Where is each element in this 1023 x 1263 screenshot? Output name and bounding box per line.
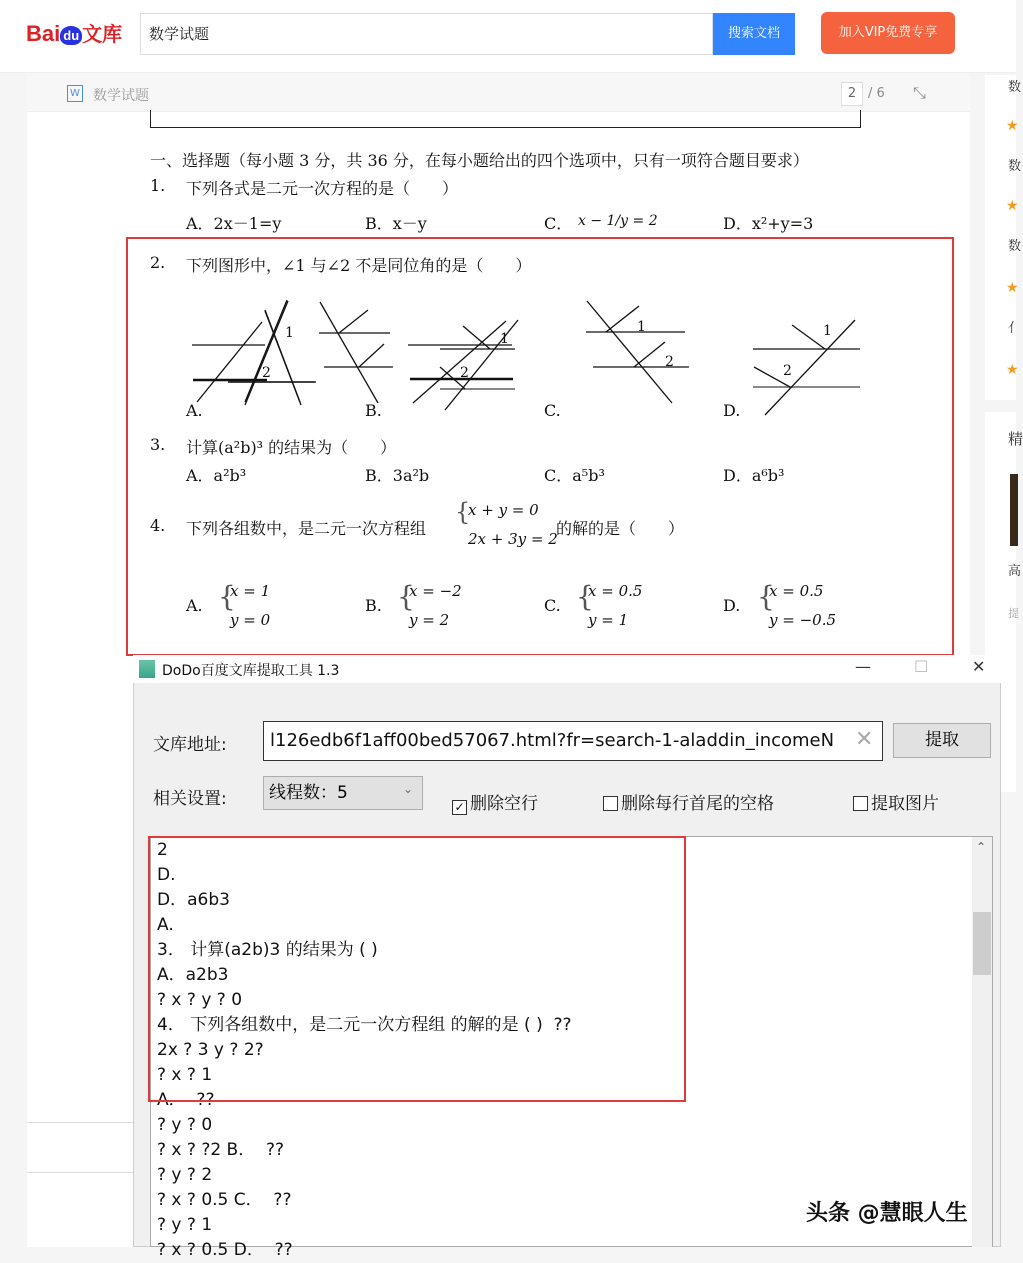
scroll-up-icon[interactable]: ⌃: [976, 840, 987, 854]
output-line: D.: [157, 865, 176, 885]
angle-2-label-a: 2: [262, 365, 271, 381]
q4-b-x: x = −2: [409, 582, 462, 600]
sidebar-item[interactable]: 亻: [1008, 321, 1022, 336]
window-title: DoDo百度文库提取工具 1.3: [162, 663, 340, 679]
divider: [27, 1122, 133, 1123]
q4-option-d: D.: [723, 596, 741, 615]
word-file-icon: W: [67, 85, 83, 102]
q4-c-x: x = 0.5: [588, 582, 643, 600]
fullscreen-icon[interactable]: ⤡: [913, 83, 926, 102]
sidebar-meta: 提: [1008, 607, 1019, 620]
output-line: 2x ? 3 y ? 2?: [157, 1040, 264, 1060]
sidebar-item[interactable]: 数: [1008, 159, 1022, 174]
document-toolbar: [27, 75, 970, 112]
highlight-box-document: [126, 237, 954, 656]
output-line: A．a2b3: [157, 965, 229, 985]
maximize-button[interactable]: ☐: [914, 657, 929, 676]
q3-text: 计算(a²b)³ 的结果为（ ）: [186, 438, 397, 457]
q3-option-d: D．a⁶b³: [723, 466, 785, 485]
extract-images-checkbox[interactable]: [853, 789, 939, 814]
url-label: 文库地址:: [153, 735, 227, 755]
checkbox-icon: [853, 796, 868, 811]
app-icon: [139, 660, 155, 678]
scrollbar[interactable]: [972, 837, 992, 1247]
output-line: ? y ? 1: [157, 1215, 213, 1235]
angle-2-label-d: 2: [783, 363, 792, 379]
q3-option-c: C．a⁵b³: [544, 466, 605, 485]
header-box-border: [150, 110, 861, 128]
thumbnail[interactable]: [1010, 474, 1018, 546]
url-input[interactable]: l126edb6f1aff00bed57067.html?fr=search-1-aladdin_incomeN: [263, 721, 883, 761]
angle-1-label-a: 1: [285, 325, 294, 341]
q3-option-b: B．3a²b: [365, 466, 430, 485]
watermark: 头条 @慧眼人生: [806, 1201, 968, 1226]
star-icon: ★: [1006, 198, 1019, 214]
q3-number: 3.: [150, 435, 166, 454]
checkbox-label: 提取图片: [871, 794, 939, 814]
q4-text2: 的解的是（ ）: [556, 519, 685, 538]
q1-number: 1.: [150, 176, 166, 195]
q2-option-d: D.: [723, 401, 741, 420]
star-icon: ★: [1006, 118, 1019, 134]
q4-a-y: y = 0: [230, 611, 271, 629]
search-input[interactable]: 数学试题: [140, 13, 713, 55]
q4-option-a: A.: [186, 596, 203, 615]
star-icon: ★: [1006, 280, 1019, 296]
sidebar-item[interactable]: 高: [1008, 564, 1022, 579]
output-line: 3． 计算(a2b)3 的结果为 ( ): [157, 940, 378, 960]
output-line: A． ??: [157, 1090, 215, 1110]
output-line: D．a6b3: [157, 890, 230, 910]
q2-text: 下列图形中，∠1 与∠2 不是同位角的是（ ）: [186, 256, 532, 275]
output-line: ? y ? 0: [157, 1115, 213, 1135]
scrollbar-thumb[interactable]: [973, 912, 991, 975]
q4-eq1: x + y = 0: [468, 501, 539, 519]
page-number-input[interactable]: 2: [841, 82, 863, 106]
output-line: ? x ? ?2 B． ??: [157, 1140, 285, 1160]
thread-count-select[interactable]: 线程数：5: [263, 776, 423, 810]
q1-option-c-expr: x − 1/y = 2: [578, 213, 658, 229]
q4-d-y: y = −0.5: [769, 611, 837, 629]
q1-option-a: A．2x－1=y: [186, 214, 282, 233]
sidebar-heading: 精: [1008, 430, 1023, 448]
q4-c-y: y = 1: [588, 611, 629, 629]
output-line: ? x ? y ? 0: [157, 990, 243, 1010]
page-total: / 6: [868, 86, 885, 101]
angle-2-label-c: 2: [665, 354, 674, 370]
q2-option-a: A.: [186, 401, 203, 420]
q4-a-x: x = 1: [230, 582, 271, 600]
output-line: A.: [157, 915, 174, 935]
remove-blank-lines-checkbox[interactable]: [452, 789, 538, 815]
trim-spaces-checkbox[interactable]: [603, 789, 774, 814]
clear-icon[interactable]: ✕: [855, 727, 874, 752]
section-heading: 一、选择题（每小题 3 分，共 36 分，在每小题给出的四个选项中，只有一项符合题目要求）: [150, 151, 809, 170]
q1-option-d: D．x²+y=3: [723, 214, 814, 233]
q3-option-a: A．a²b³: [186, 466, 247, 485]
baidu-wenku-logo[interactable]: Bai du 文库: [26, 21, 123, 46]
close-button[interactable]: ✕: [972, 657, 986, 676]
checkbox-label: 删除空行: [470, 794, 538, 814]
q2-option-b: B.: [365, 401, 382, 420]
highlight-box-output: [148, 836, 686, 1102]
q4-b-y: y = 2: [409, 611, 450, 629]
vip-button[interactable]: 加入VIP免费专享: [821, 12, 955, 54]
fetch-button[interactable]: 提取: [893, 723, 991, 758]
q1-text: 下列各式是二元一次方程的是（ ）: [186, 179, 459, 198]
q4-number: 4.: [150, 516, 166, 535]
star-icon: ★: [1006, 362, 1019, 378]
q1-option-c: C．: [544, 214, 573, 233]
output-line: 2: [157, 840, 168, 860]
minimize-button[interactable]: —: [855, 657, 871, 676]
checkbox-label: 删除每行首尾的空格: [621, 794, 774, 814]
angle-1-label-c: 1: [637, 319, 646, 335]
q4-eq2: 2x + 3y = 2: [468, 530, 558, 548]
search-button[interactable]: 搜索文档: [713, 13, 795, 55]
settings-label: 相关设置:: [153, 789, 227, 809]
angle-2-label-b: 2: [460, 365, 469, 381]
output-line: ? x ? 1: [157, 1065, 213, 1085]
document-title: 数学试题: [93, 88, 149, 104]
q1-option-b: B．x－y: [365, 214, 427, 233]
output-line: ? x ? 0.5 C． ??: [157, 1190, 292, 1210]
angle-1-label-d: 1: [823, 323, 832, 339]
q4-option-b: B.: [365, 596, 382, 615]
checkbox-icon: [603, 796, 618, 811]
q2-number: 2.: [150, 253, 166, 272]
sidebar-item[interactable]: 数: [1008, 80, 1022, 95]
chevron-down-icon: ⌄: [403, 782, 414, 796]
angle-1-label-b: 1: [500, 331, 509, 347]
output-line: 4． 下列各组数中，是二元一次方程组 的解的是 ( ) ??: [157, 1015, 572, 1035]
output-line: ? x ? 0.5 D． ??: [157, 1240, 293, 1260]
output-line: ? y ? 2: [157, 1165, 213, 1185]
q4-option-c: C.: [544, 596, 561, 615]
q4-d-x: x = 0.5: [769, 582, 824, 600]
q2-option-c: C.: [544, 401, 561, 420]
checkbox-checked-icon: ✓: [452, 800, 467, 815]
q4-text: 下列各组数中，是二元一次方程组: [186, 519, 427, 538]
sidebar-item[interactable]: 数: [1008, 239, 1022, 254]
divider: [27, 1172, 133, 1173]
